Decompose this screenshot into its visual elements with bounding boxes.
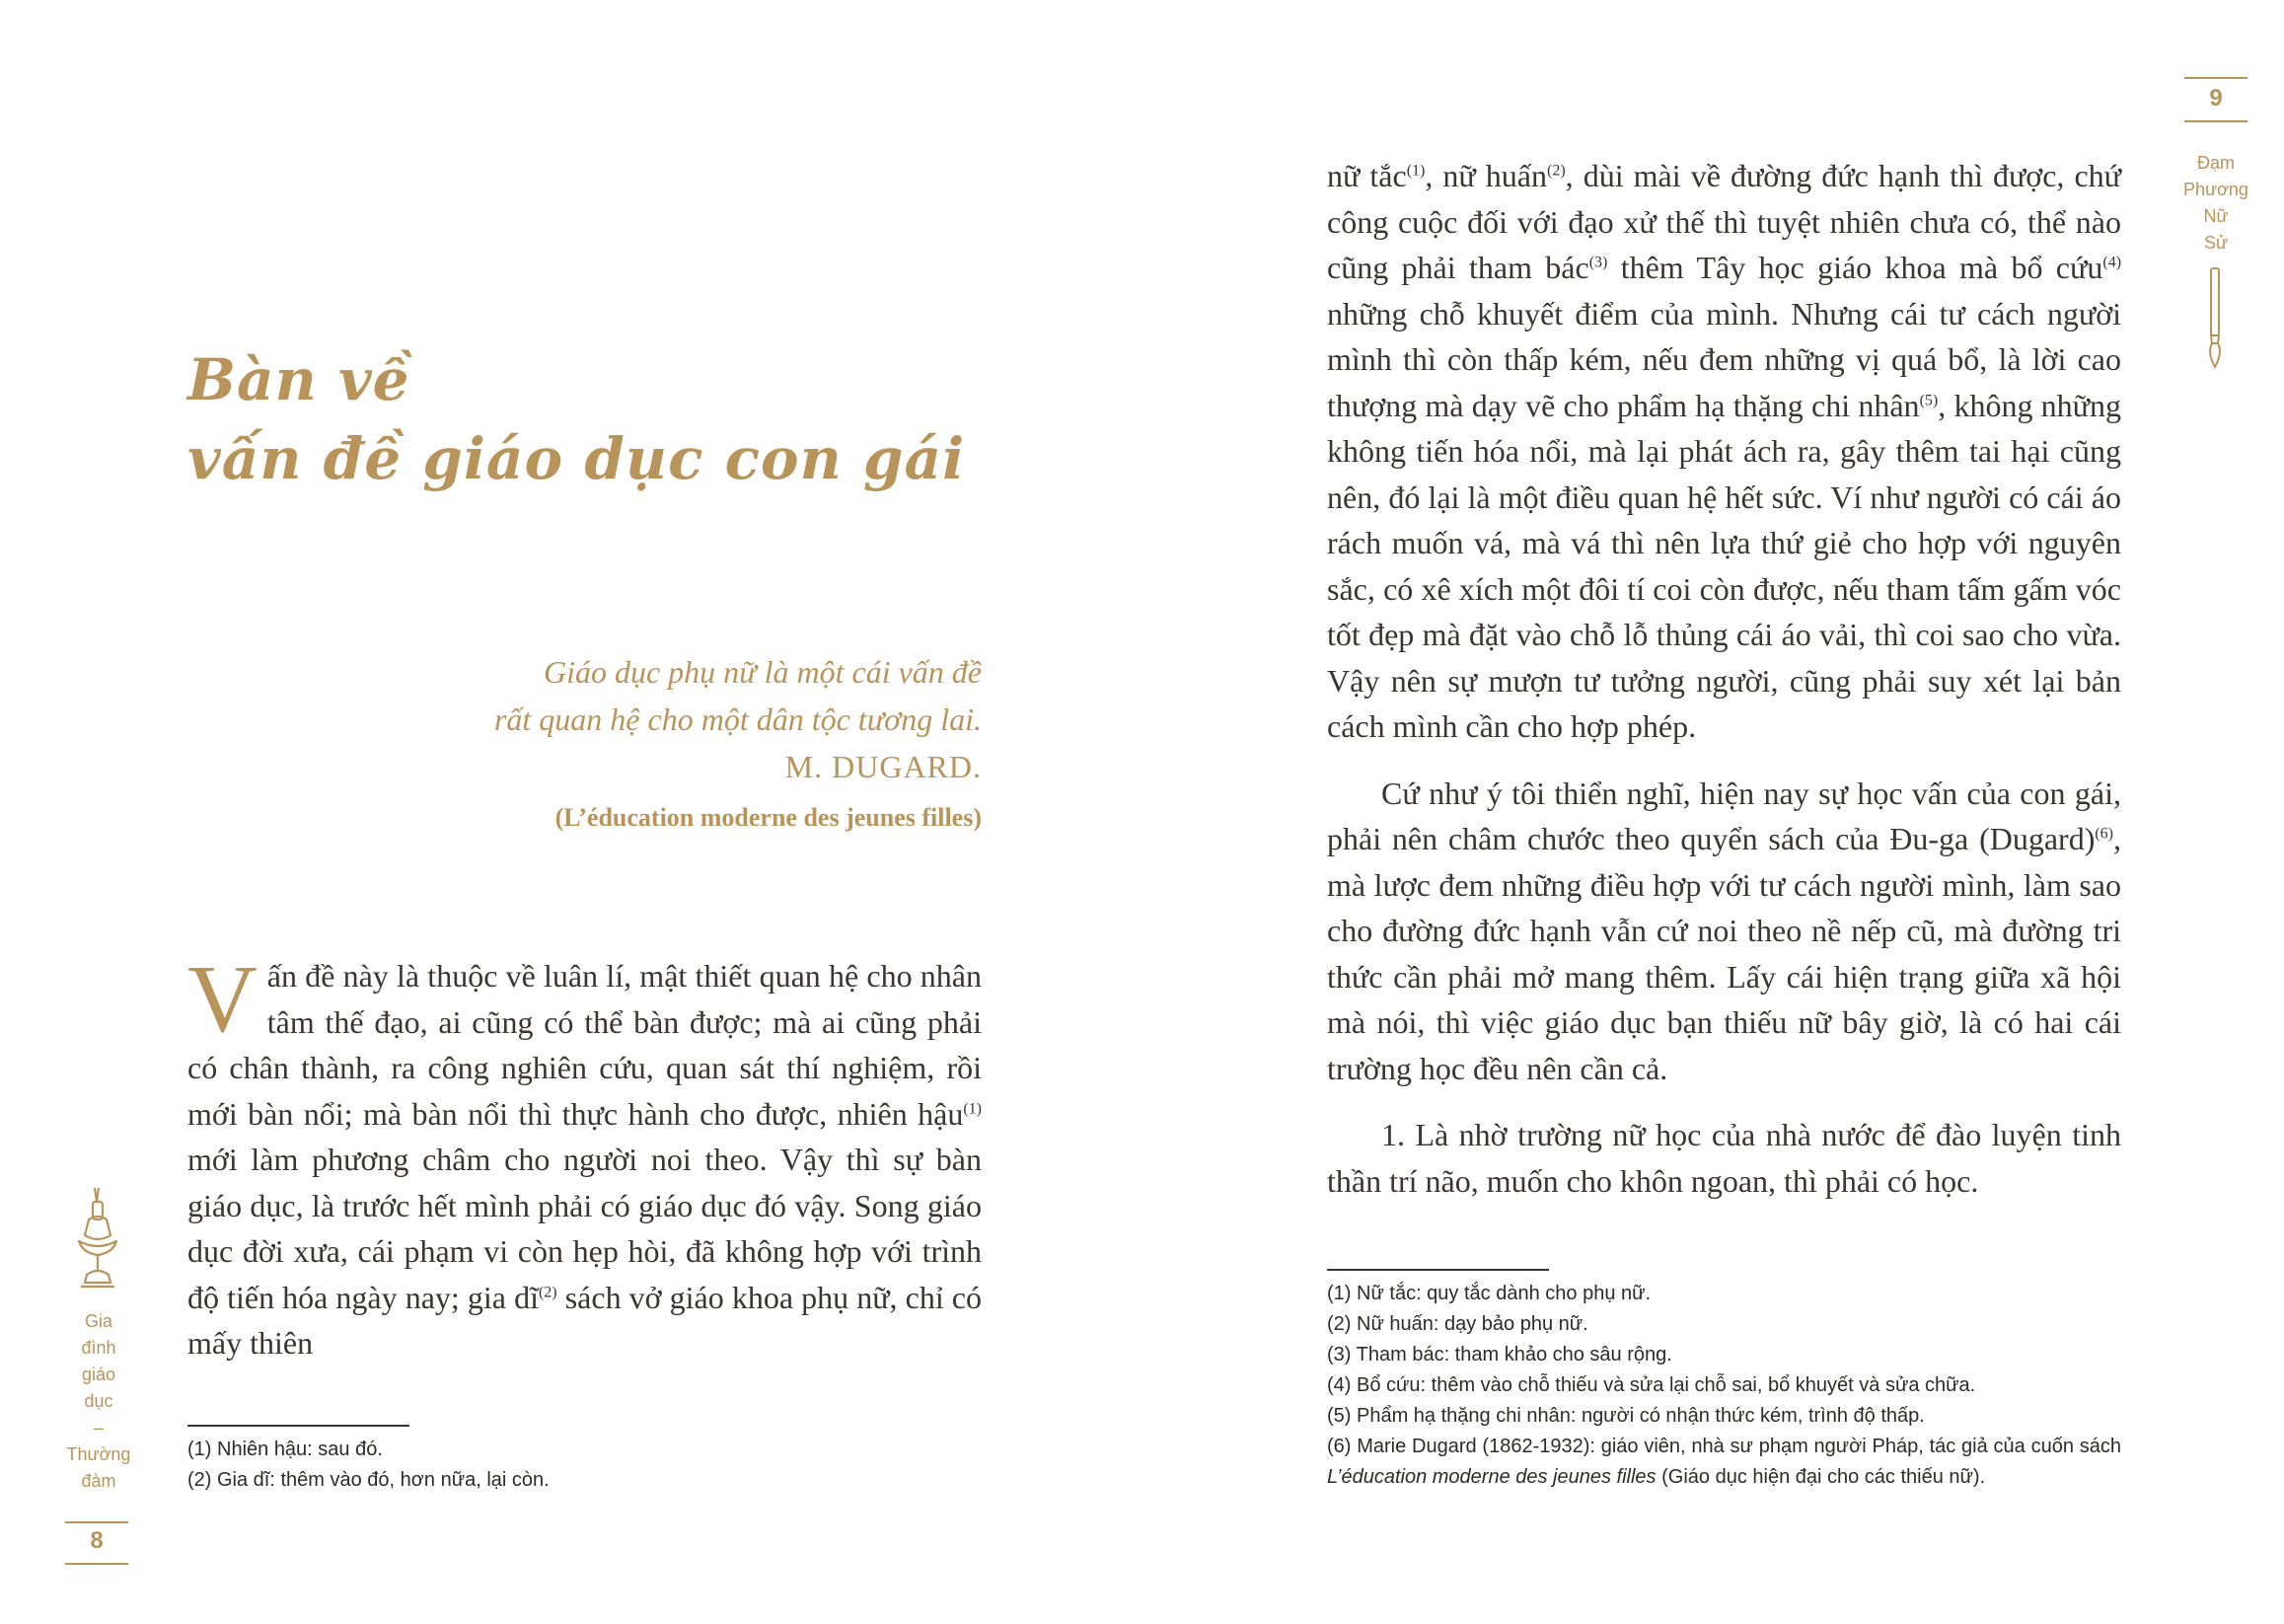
left-running-head [54, 1308, 143, 1495]
epigraph-line: rất quan hệ cho một dân tộc tương lai. [493, 701, 982, 737]
running-head-line: Sử [2203, 233, 2229, 253]
text-run: sách vở giáo khoa phụ nữ, chỉ có mấy thiên [187, 1279, 983, 1361]
footnote-ref: (4) [2102, 254, 2122, 271]
paragraph [1327, 153, 2121, 750]
paragraph [187, 946, 983, 1366]
footnote: (2) Gia dĩ: thêm vào đó, hơn nữa, lại còn. [187, 1469, 550, 1491]
footnote-rule-left [187, 1425, 409, 1427]
footnote-ref: (2) [1547, 162, 1566, 180]
footnote [1327, 1432, 2121, 1493]
chapter-title-line1: Bàn về [187, 346, 410, 413]
running-head-line: Thường [66, 1444, 131, 1464]
footnote: (2) Nữ huấn: dạy bảo phụ nữ. [1327, 1313, 1588, 1335]
book-title: L’éducation moderne des jeunes filles [1327, 1466, 1657, 1488]
running-head-line: dục [84, 1391, 113, 1411]
page-number-rule-bottom [2184, 120, 2247, 122]
body-text-right [1327, 153, 2121, 1204]
page-number-rule-top [65, 1521, 128, 1523]
text-run: nữ tắc [1327, 158, 1407, 193]
footnotes-left [187, 1435, 982, 1496]
chapter-title-line2: vấn đề giáo dục con gái [187, 425, 966, 492]
footnote-ref: (1) [963, 1099, 982, 1117]
epigraph-source: (L’éducation moderne des jeunes filles) [554, 803, 982, 832]
epigraph-line: Giáo dục phụ nữ là một cái vấn đề [543, 654, 982, 690]
running-head-line: Phương [2183, 180, 2248, 199]
page-number-right: 9 [2209, 85, 2223, 111]
text-run: (Giáo dục hiện đại cho các thiếu nữ). [1656, 1466, 1986, 1488]
page-number-rule-top [2184, 77, 2247, 79]
footnote: (1) Nữ tắc: quy tắc dành cho phụ nữ. [1327, 1283, 1652, 1304]
footnote: (5) Phẩm hạ thặng chi nhân: người có nhận thức kém, trình độ thấp. [1327, 1405, 1925, 1427]
text-run: ấn đề này là thuộc về luân lí, mật thiết quan hệ cho nhân tâm thế đạo, ai cũng có thể bàn được; mà ai cũng phải có chân thành, ra công nghiên cứu, quan sát thí nghiệm, rồi mới bàn nổi; mà bàn nổi thì thực hành cho được, nhiên hậu [187, 958, 982, 1132]
running-head-line: Đạm [2196, 153, 2235, 173]
running-head-line: Nữ [2203, 206, 2229, 226]
footnote: (3) Tham bác: tham khảo cho sâu rộng. [1327, 1344, 1672, 1366]
page-number-left: 8 [90, 1527, 104, 1554]
text-run: thêm Tây học giáo khoa mà bổ cứu [1607, 250, 2103, 285]
paragraph: 1. Là nhờ trường nữ học của nhà nước để đào luyện tinh thần trí não, muốn cho khôn ngoan, thì phải có học. [1327, 1117, 2121, 1199]
body-text-left [187, 946, 983, 1366]
oil-lamp-icon [75, 1184, 120, 1294]
epigraph-author: M. DUGARD. [784, 749, 982, 784]
text-run: (6) Marie Dugard (1862-1932): giáo viên, nhà sư phạm người Pháp, tác giả của cuốn sách [1327, 1436, 2121, 1457]
writing-brush-icon [2204, 266, 2226, 369]
paragraph [1327, 771, 2121, 1092]
footnotes-right [1327, 1279, 2121, 1493]
running-head-line: đàm [81, 1471, 116, 1491]
footnote: (1) Nhiên hậu: sau đó. [187, 1439, 383, 1460]
text-run: Cứ như ý tôi thiển nghĩ, hiện nay sự học vấn của con gái, phải nên châm chước theo quyển sách của Đu-ga (Dugard) [1327, 775, 2121, 856]
text-run: , dùi mài về đường đức hạnh thì được, chứ công cuộc đối với đạo xử thế thì tuyệt nhiên chưa có, thể nào cũng phải tham bác [1327, 158, 2122, 285]
text-run: , nữ huấn [1425, 158, 1548, 193]
footnote-rule-right [1327, 1269, 1549, 1271]
epigraph [375, 648, 982, 842]
right-running-head [2167, 150, 2265, 257]
footnote-ref: (3) [1588, 254, 1608, 271]
drop-cap: V [187, 946, 258, 1053]
text-run: mới làm phương châm cho người noi theo. Vậy thì sự bàn giáo dục, là trước hết mình phải có giáo dục đó vậy. Song giáo dục đời xưa, cái phạm vi còn hẹp hòi, đã không hợp với trình độ tiến hóa ngày nay; gia dĩ [187, 1142, 982, 1315]
text-run: những chỗ khuyết điểm của mình. Nhưng cái tư cách người mình thì còn thấp kém, nếu đem những vị quá bổ, là lời cao thượng mà dạy vẽ cho phẩm hạ thặng chi nhân [1327, 295, 2121, 423]
text-run: , mà lược đem những điều hợp với tư cách người mình, làm sao cho đường đức hạnh vẫn cứ noi theo nề nếp cũ, mà đường tri thức cần phải mở mang thêm. Lấy cái hiện trạng giữa xã hội mà nói, thì việc giáo dục bạn thiếu nữ bây giờ, là có hai cái trường học đều nên cần cả. [1327, 821, 2121, 1086]
page-number-rule-bottom [65, 1563, 128, 1565]
footnote: (4) Bổ cứu: thêm vào chỗ thiếu và sửa lại chỗ sai, bổ khuyết và sửa chữa. [1327, 1374, 1976, 1396]
running-head-line: đình [81, 1338, 116, 1358]
footnote-ref: (5) [1919, 391, 1939, 408]
footnote-ref: (6) [2095, 825, 2113, 843]
footnote-ref: (1) [1406, 162, 1426, 180]
text-run: , không những không tiến hóa nổi, mà lại phát ách ra, gây thêm tai hại cũng nên, đó lại là một điều quan hệ hết sức. Ví như người có cái áo rách muốn vá, mà vá thì nên lựa thứ giẻ cho hợp với nguyên sắc, có xê xích một đôi tí coi còn được, nếu tham tấm gấm vóc tốt đẹp mà đặt vào chỗ lỗ thủng cái áo vải, thì coi sao cho vừa. Vậy nên sự mượn tư tưởng người, cũng phải suy xét lại bản cách mình cần cho hợp phép. [1327, 387, 2122, 744]
footnote-ref: (2) [538, 1283, 557, 1300]
running-head-line: giáo [81, 1365, 116, 1384]
running-head-line: – [93, 1418, 104, 1438]
chapter-title [187, 340, 965, 498]
running-head-line: Gia [84, 1311, 112, 1331]
